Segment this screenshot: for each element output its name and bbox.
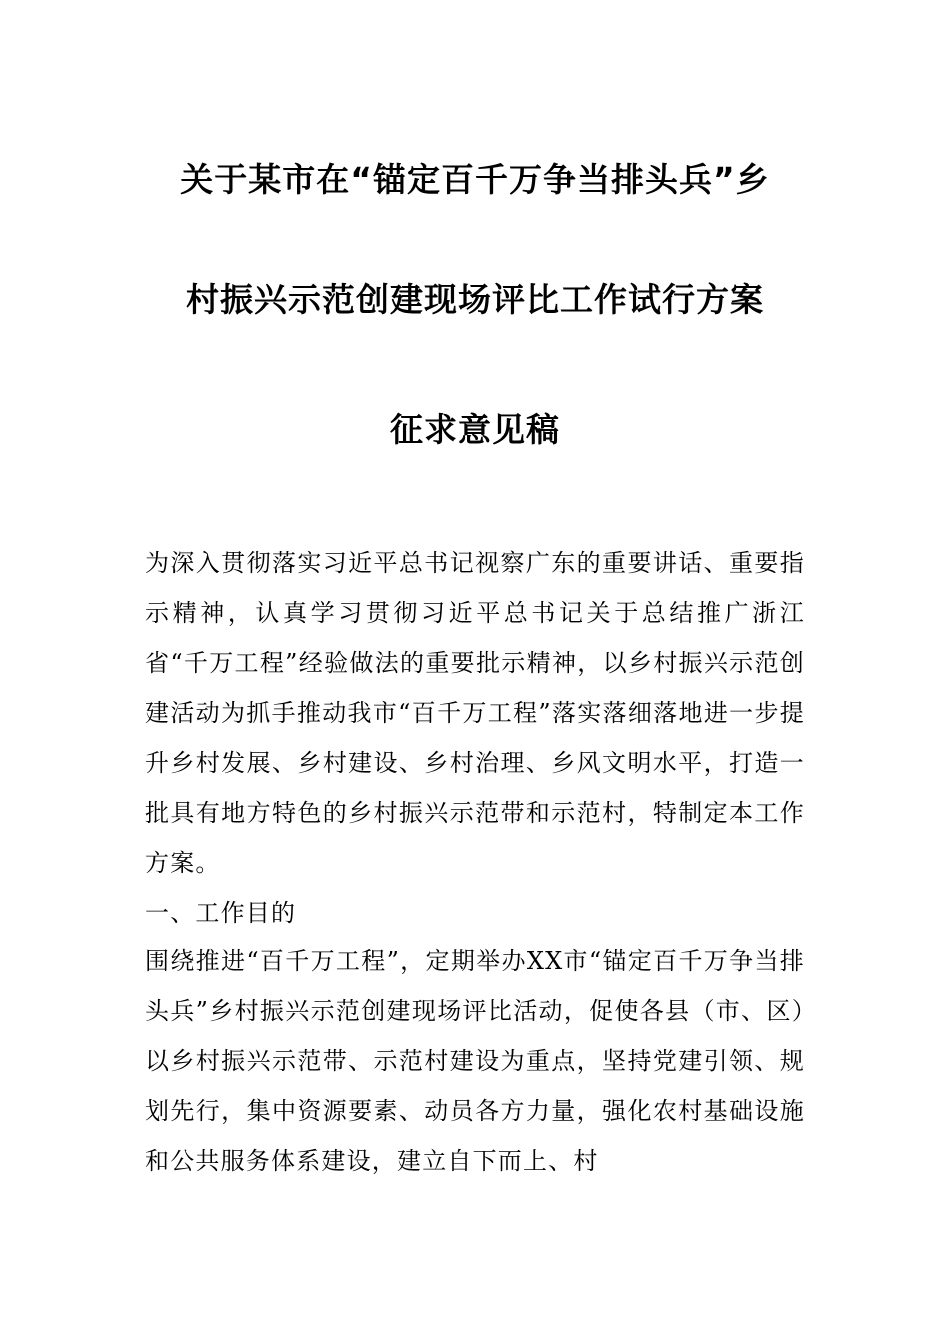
document-title-line-1: 关于某市在“锚定百千万争当排头兵”乡 — [180, 160, 770, 199]
body-paragraph-2: 围绕推进“百千万工程”，定期举办XX市“锚定百千万争当排头兵”乡村振兴示范创建现场评比活动，促使各县（市、区）以乡村振兴示范带、示范村建设为重点，坚持党建引领、规划先行，集中资源要素、动员各方力量，强化农村基础设施和公共服务体系建设，建立自下而上、村 — [145, 947, 805, 1175]
section-heading-work-purpose: 一、工作目的 — [145, 899, 297, 927]
document-subtitle: 征求意见稿 — [390, 410, 560, 449]
document-title-line-2: 村振兴示范创建现场评比工作试行方案 — [186, 280, 764, 319]
body-paragraph-1: 为深入贯彻落实习近平总书记视察广东的重要讲话、重要指示精神，认真学习贯彻习近平总书记关于总结推广浙江省“千万工程”经验做法的重要批示精神，以乡村振兴示范创建活动为抓手推动我市“百千万工程”落实落细落地进一步提升乡村发展、乡村建设、乡村治理、乡风文明水平，打造一批具有地方特色的乡村振兴示范带和示范村，特制定本工作方案。 — [145, 549, 805, 877]
